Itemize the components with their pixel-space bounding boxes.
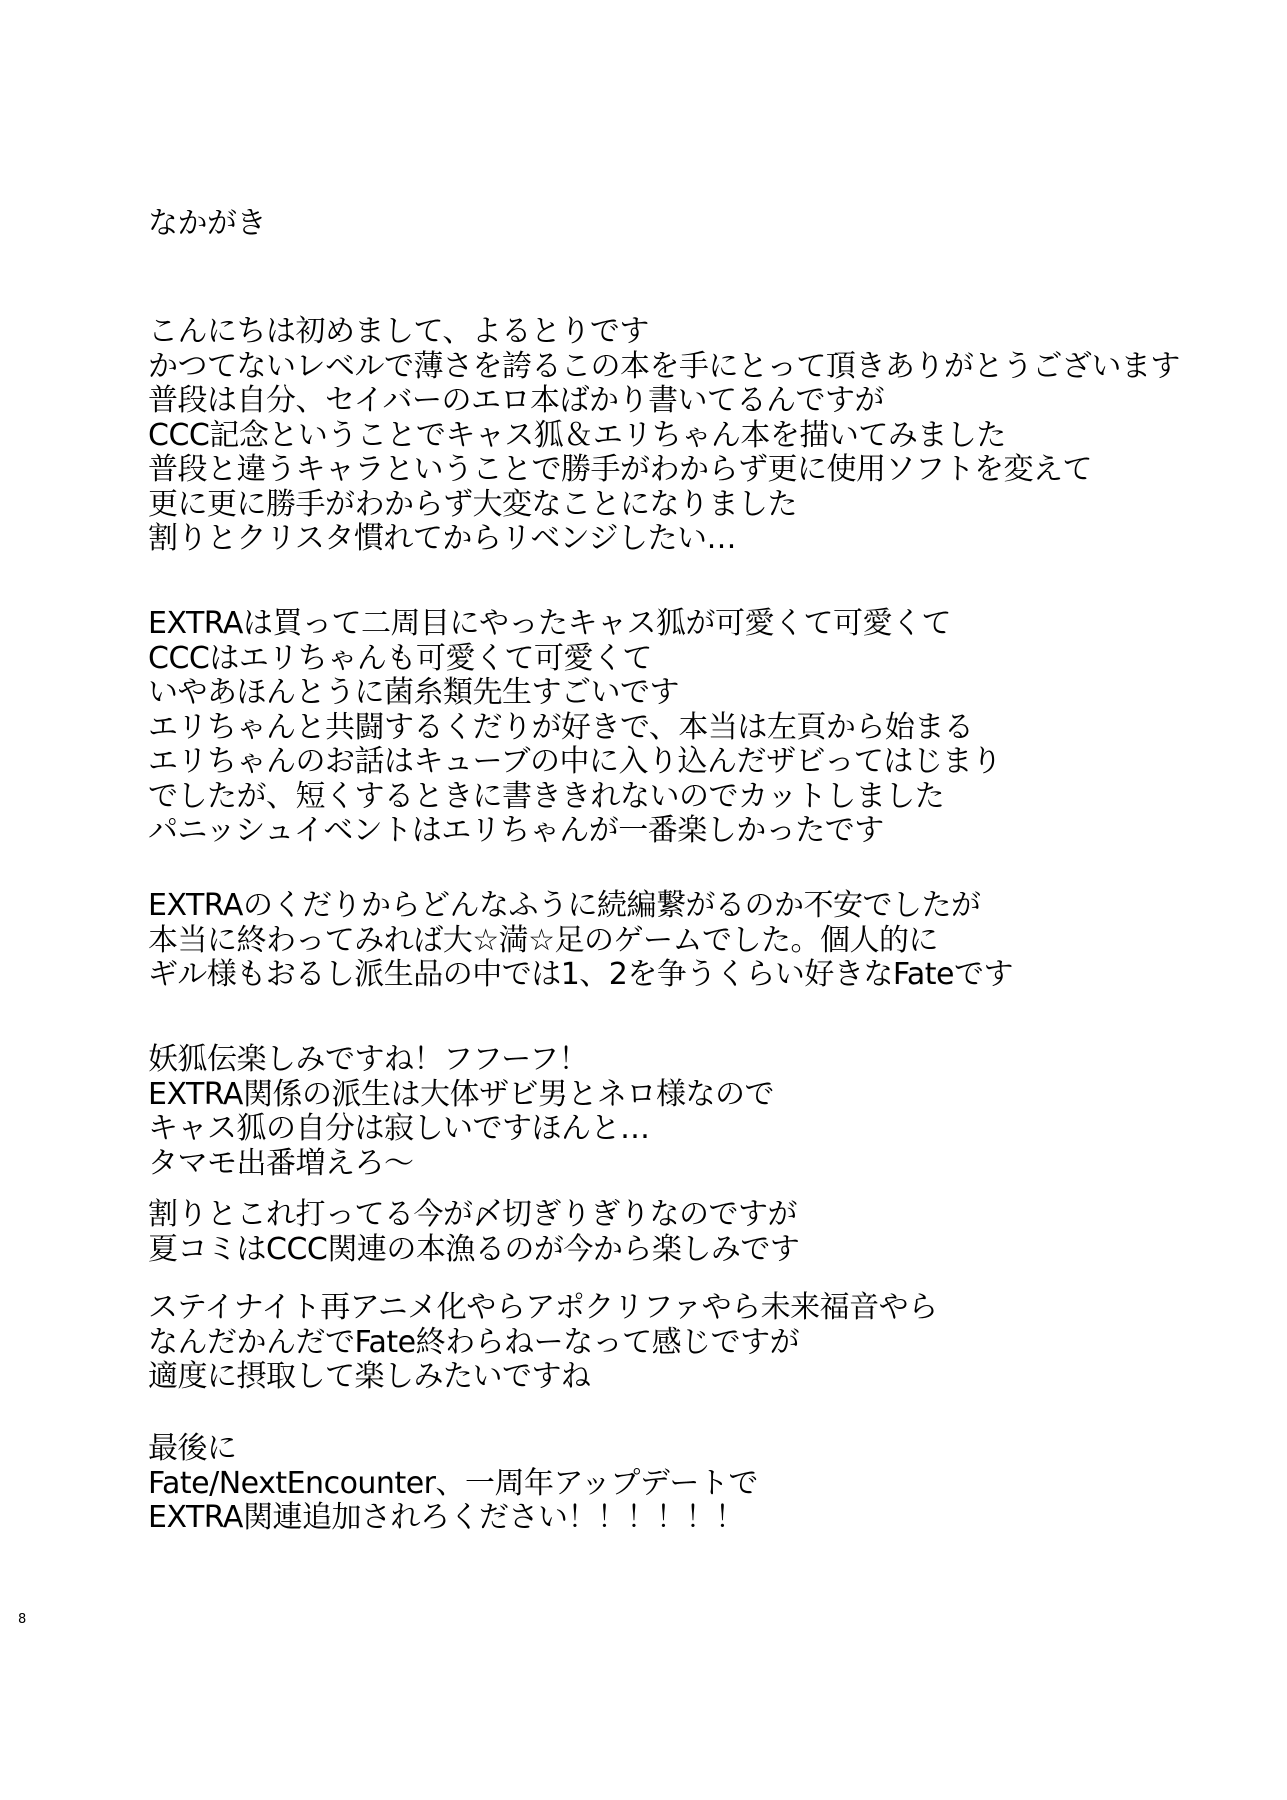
text-line: でしたが、短くするときに書ききれないのでカットしました bbox=[148, 778, 945, 814]
paragraph-4 bbox=[148, 1043, 774, 1181]
text-line: 更に更に勝手がわからず大変なことになりました bbox=[148, 486, 797, 522]
text-line: 最後に bbox=[148, 1431, 237, 1466]
paragraph-5 bbox=[148, 1198, 799, 1267]
text-line: エリちゃんのお話はキューブの中に入り込んだザビってはじまり bbox=[148, 744, 1002, 779]
text-line: EXTRAは買って二周目にやったキャス狐が可愛くて可愛くて bbox=[148, 606, 951, 641]
text-line: パニッシュイベントはエリちゃんが一番楽しかったです bbox=[148, 813, 884, 848]
text-line: なんだかんだでFate終わらねーなって感じですが bbox=[148, 1324, 800, 1360]
paragraph-2 bbox=[148, 607, 1001, 849]
text-line: ステイナイト再アニメ化やらアポクリファやら未来福音やら bbox=[148, 1290, 938, 1325]
text-line: 妖狐伝楽しみですね！フフーフ！ bbox=[148, 1042, 589, 1077]
text-line: EXTRA関連追加されろください！！！！！！ bbox=[148, 1500, 745, 1535]
text-line: EXTRAのくだりからどんなふうに続編繋がるのか不安でしたが bbox=[148, 888, 981, 923]
page-number: 8 bbox=[18, 1612, 27, 1627]
text-line: エリちゃんと共闘するくだりが好きで、本当は左頁から始まる bbox=[148, 709, 974, 745]
paragraph-7 bbox=[148, 1432, 758, 1536]
text-line: いやあほんとうに菌糸類先生すごいです bbox=[148, 675, 679, 710]
text-line: 割りとこれ打ってる今が〆切ぎりぎりなのですが bbox=[148, 1197, 797, 1232]
paragraph-3 bbox=[148, 889, 1013, 993]
text-line: CCCはエリちゃんも可愛くて可愛くて bbox=[148, 640, 652, 676]
text-line: 普段は自分、セイバーのエロ本ばかり書いてるんですが bbox=[148, 383, 884, 418]
text-line: こんにちは初めまして、よるとりです bbox=[148, 314, 649, 349]
text-line: ギル様もおるし派生品の中では1、2を争うくらい好きなFateです bbox=[148, 957, 1013, 992]
text-line: 本当に終わってみれば大☆満☆足のゲームでした。個人的に bbox=[148, 922, 938, 958]
text-line: 夏コミはCCC関連の本漁るのが今から楽しみです bbox=[148, 1231, 800, 1267]
text-line: 普段と違うキャラということで勝手がわからず更に使用ソフトを変えて bbox=[148, 452, 1092, 487]
paragraph-1 bbox=[148, 315, 1180, 557]
text-line: かつてないレベルで薄さを誇るこの本を手にとって頂きありがとうございます bbox=[148, 348, 1180, 384]
text-line: EXTRA関係の派生は大体ザビ男とネロ様なので bbox=[148, 1076, 774, 1112]
text-line: キャス狐の自分は寂しいですほんと… bbox=[148, 1111, 650, 1146]
page-title: なかがき bbox=[148, 206, 266, 241]
text-line: Fate/NextEncounter、一周年アップデートで bbox=[148, 1465, 758, 1501]
text-line: CCC記念ということでキャス狐＆エリちゃん本を描いてみました bbox=[148, 417, 1006, 453]
paragraph-6 bbox=[148, 1291, 938, 1395]
text-line: タマモ出番増えろ〜 bbox=[148, 1145, 414, 1181]
text-line: 割りとクリスタ慣れてからリベンジしたい… bbox=[148, 521, 737, 556]
text-line: 適度に摂取して楽しみたいですね bbox=[148, 1359, 591, 1394]
